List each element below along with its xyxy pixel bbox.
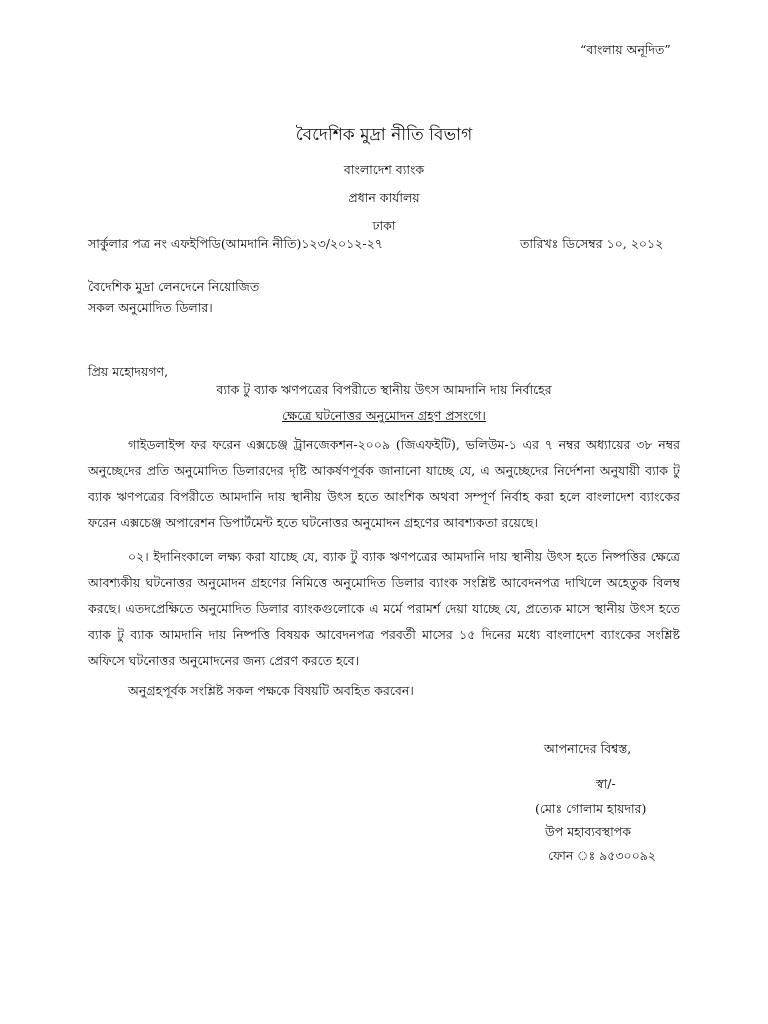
- paragraph-2: ০২। ইদানিংকালে লক্ষ্য করা যাচ্ছে যে, ব্যাক টু ব্যাক ঋণপত্রের আমদানি দায় স্থানীয় উৎস হতে নিষ্পত্তির ক্ষেত্রে আবশ্যকীয় ঘটনোত্তর অনুমোদন গ্রহণের নিমিত্তে অনুমোদিত ডিলার ব্যাংক সংশ্লিষ্ট আবেদনপত্র দাখিলে অহেতুক বিলম্ব করছে। এতদপ্রেক্ষিতে অনুমোদিত ডিলার ব্যাংকগুলোকে এ মর্মে পরামর্শ দেয়া যাচ্ছে যে, প্রত্যেক মাসে স্থানীয় উৎস হতে ব্যাক টু ব্যাক আমদানি দায় নিষ্পত্তি বিষয়ক আবেদনপত্র পরবর্তী মাসের ১৫ দিনের মধ্যে বাংলাদেশ ব্যাংকের সংশ্লিষ্ট অফিসে ঘটনোত্তর অনুমোদনের জন্য প্রেরণ করতে হবে।: [88, 549, 680, 668]
- subject: [0, 382, 768, 434]
- addressee-line-2: সকল অনুমোদিত ডিলার।: [88, 300, 213, 315]
- office-name: প্রধান কার্যালয়: [348, 190, 420, 205]
- signer-designation: উপ মহাব্যবস্থাপক: [545, 824, 631, 839]
- city-name: ঢাকা: [372, 218, 396, 233]
- addressee-line-1: বৈদেশিক মুদ্রা লেনদেনে নিয়োজিত: [88, 279, 260, 294]
- signature-mark: স্বা/-: [596, 776, 616, 791]
- translation-note: “বাংলায় অনূদিত”: [580, 42, 671, 57]
- paragraph-3: অনুগ্রহপূর্বক সংশ্লিষ্ট সকল পক্ষকে বিষয়টি অবহিত করবেন।: [128, 683, 414, 698]
- bank-name: বাংলাদেশ ব্যাংক: [343, 162, 425, 177]
- circular-reference: সার্কুলার পত্র নং এফইপিডি(আমদানি নীতি)১২৩/২০১২-২৭: [88, 236, 383, 251]
- closing-phrase: আপনাদের বিশ্বস্ত,: [544, 741, 632, 756]
- department-title: বৈদেশিক মুদ্রা নীতি বিভাগ: [295, 125, 473, 145]
- letterhead: [0, 122, 768, 246]
- subject-line-1: ব্যাক টু ব্যাক ঋণপত্রের বিপরীতে স্থানীয় উৎস আমদানি দায় নির্বাহের: [216, 382, 552, 397]
- salutation: প্রিয় মহোদয়গণ,: [88, 364, 169, 379]
- signer-name: (মোঃ গোলাম হায়দার): [535, 801, 647, 816]
- paragraph-1: গাইডলাইন্স ফর ফরেন এক্সচেঞ্জ ট্রানজেকশন-২০০৯ (জিএফইটি), ভলিউম-১ এর ৭ নম্বর অধ্যায়ের ৩৮ নম্বর অনুচ্ছেদের প্রতি অনুমোদিত ডিলারদের দৃষ্টি আকর্ষণপূর্বক জানানো যাচ্ছে যে, এ অনুচ্ছেদের নির্দেশনা অনুযায়ী ব্যাক টু ব্যাক ঋণপত্রের বিপরীতে আমদানি দায় স্থানীয় উৎস হতে আংশিক অথবা সম্পূর্ণ নির্বাহ করা হলে বাংলাদেশ ব্যাংকের ফরেন এক্সচেঞ্জ অপারেশন ডিপার্টমেন্ট হতে ঘটনোত্তর অনুমোদন গ্রহণের আবশ্যকতা রয়েছে।: [88, 437, 680, 530]
- circular-date: তারিখঃ ডিসেম্বর ১০, ২০১২: [520, 236, 664, 251]
- subject-line-2: ক্ষেত্রে ঘটনোত্তর অনুমোদন গ্রহণ প্রসংগে।: [282, 408, 486, 423]
- signer-phone: ফোন ঃ ৯৫৩০০৯২: [548, 848, 656, 863]
